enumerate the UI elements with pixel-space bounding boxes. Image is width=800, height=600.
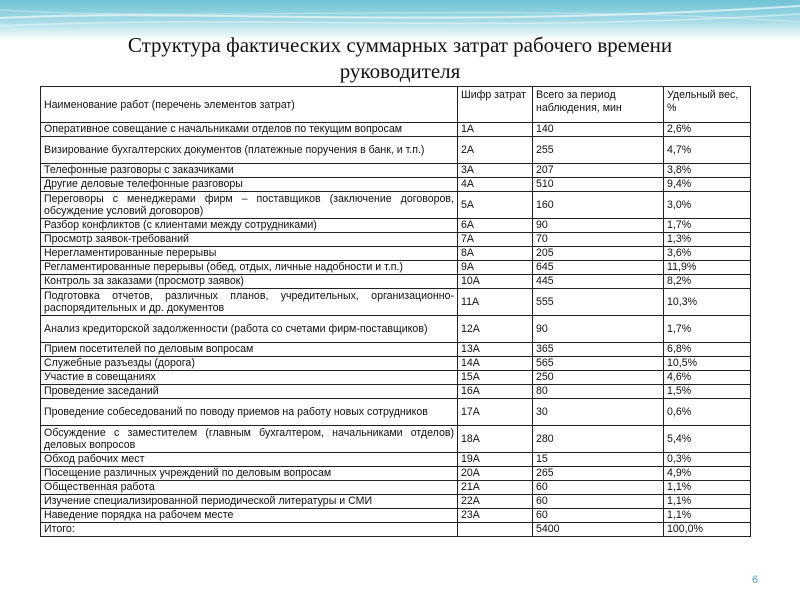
- table-row: [41, 316, 751, 343]
- table-row: [41, 219, 751, 233]
- title-line-1: Структура фактических суммарных затрат рабочего времени: [127, 33, 673, 57]
- table-row: [41, 137, 751, 164]
- cell-share: 10,5%: [664, 357, 751, 371]
- table-row: [41, 261, 751, 275]
- cell-name: Оперативное совещание с начальниками отделов по текущим вопросам: [41, 123, 458, 137]
- cell-minutes: 60: [533, 495, 664, 509]
- cell-name: Общественная работа: [41, 481, 458, 495]
- cell-share: 11,9%: [664, 261, 751, 275]
- cell-total-label: Итого:: [41, 523, 458, 537]
- cell-share: 10,3%: [664, 289, 751, 316]
- cell-share: 1,1%: [664, 481, 751, 495]
- cell-minutes: 90: [533, 219, 664, 233]
- cell-minutes: 250: [533, 371, 664, 385]
- cell-share: 4,9%: [664, 467, 751, 481]
- cell-share: 2,6%: [664, 123, 751, 137]
- table-row: [41, 357, 751, 371]
- cell-minutes: 205: [533, 247, 664, 261]
- cell-code: 18А: [458, 426, 533, 453]
- table-row: [41, 467, 751, 481]
- cell-code: 20А: [458, 467, 533, 481]
- cell-name: Изучение специализированной периодической литературы и СМИ: [41, 495, 458, 509]
- cell-code: 9А: [458, 261, 533, 275]
- cell-code: 16А: [458, 385, 533, 399]
- cell-code: 12А: [458, 316, 533, 343]
- cell-name: Посещение различных учреждений по деловым вопросам: [41, 467, 458, 481]
- cell-share: 1,1%: [664, 495, 751, 509]
- cell-code: 5А: [458, 192, 533, 219]
- cell-code: 7А: [458, 233, 533, 247]
- cell-name: Подготовка отчетов, различных планов, учредительных, организационно-распорядительных и др. документов: [41, 289, 458, 316]
- table-row: [41, 123, 751, 137]
- cell-code: 15А: [458, 371, 533, 385]
- cell-minutes: 60: [533, 481, 664, 495]
- cell-code: 23А: [458, 509, 533, 523]
- cell-code: 2А: [458, 137, 533, 164]
- cell-name: Служебные разъезды (дорога): [41, 357, 458, 371]
- cell-minutes: 160: [533, 192, 664, 219]
- column-header-code: Шифр затрат: [458, 87, 533, 123]
- cell-minutes: 15: [533, 453, 664, 467]
- table-total-row: [41, 523, 751, 537]
- cell-name: Проведение заседаний: [41, 385, 458, 399]
- cell-name: Регламентированные перерывы (обед, отдых, личные надобности и т.п.): [41, 261, 458, 275]
- cell-minutes: 365: [533, 343, 664, 357]
- cell-share: 1,3%: [664, 233, 751, 247]
- cell-name: Телефонные разговоры с заказчиками: [41, 164, 458, 178]
- cell-name: Переговоры с менеджерами фирм – поставщиков (заключение договоров, обсуждение условий договоров): [41, 192, 458, 219]
- cell-name: Просмотр заявок-требований: [41, 233, 458, 247]
- cell-share: 1,5%: [664, 385, 751, 399]
- cell-minutes: 30: [533, 399, 664, 426]
- cell-code: 8А: [458, 247, 533, 261]
- cell-minutes: 565: [533, 357, 664, 371]
- cell-share: 3,8%: [664, 164, 751, 178]
- cell-minutes: 207: [533, 164, 664, 178]
- cell-minutes: 645: [533, 261, 664, 275]
- table-row: [41, 343, 751, 357]
- cell-code: 13А: [458, 343, 533, 357]
- cell-share: 6,8%: [664, 343, 751, 357]
- cell-code: 14А: [458, 357, 533, 371]
- cell-minutes: 255: [533, 137, 664, 164]
- cell-minutes: 555: [533, 289, 664, 316]
- cell-total-share: 100,0%: [664, 523, 751, 537]
- cell-share: 1,7%: [664, 316, 751, 343]
- cell-minutes: 70: [533, 233, 664, 247]
- table-row: [41, 481, 751, 495]
- cell-code: 1А: [458, 123, 533, 137]
- cell-name: Участие в совещаниях: [41, 371, 458, 385]
- cell-name: Контроль за заказами (просмотр заявок): [41, 275, 458, 289]
- table-header-row: [41, 87, 751, 123]
- cell-minutes: 265: [533, 467, 664, 481]
- cell-minutes: 140: [533, 123, 664, 137]
- cell-share: 5,4%: [664, 426, 751, 453]
- table-row: [41, 289, 751, 316]
- cell-share: 4,7%: [664, 137, 751, 164]
- cell-name: Нерегламентированные перерывы: [41, 247, 458, 261]
- page-title: [60, 32, 740, 84]
- cell-name: Наведение порядка на рабочем месте: [41, 509, 458, 523]
- table-row: [41, 509, 751, 523]
- cell-minutes: 280: [533, 426, 664, 453]
- table-row: [41, 426, 751, 453]
- table-row: [41, 371, 751, 385]
- title-line-2: руководителя: [339, 59, 461, 83]
- cell-code: 11А: [458, 289, 533, 316]
- table-row: [41, 399, 751, 426]
- cell-share: 3,0%: [664, 192, 751, 219]
- cell-share: 3,6%: [664, 247, 751, 261]
- cell-total-minutes: 5400: [533, 523, 664, 537]
- cell-name: Разбор конфликтов (с клиентами между сотрудниками): [41, 219, 458, 233]
- table-row: [41, 495, 751, 509]
- cell-code: 3А: [458, 164, 533, 178]
- cell-share: 0,6%: [664, 399, 751, 426]
- cell-name: Обход рабочих мест: [41, 453, 458, 467]
- cell-minutes: 60: [533, 509, 664, 523]
- cell-share: 1,1%: [664, 509, 751, 523]
- table-row: [41, 247, 751, 261]
- cell-code: 4А: [458, 178, 533, 192]
- time-cost-table: [40, 86, 751, 537]
- table-row: [41, 275, 751, 289]
- cell-name: Проведение собеседований по поводу приемов на работу новых сотрудников: [41, 399, 458, 426]
- cell-minutes: 445: [533, 275, 664, 289]
- cell-minutes: 90: [533, 316, 664, 343]
- cell-code: 19А: [458, 453, 533, 467]
- cell-code: [458, 523, 533, 537]
- cell-code: 21А: [458, 481, 533, 495]
- cell-share: 8,2%: [664, 275, 751, 289]
- column-header-minutes: Всего за период наблюдения, мин: [533, 87, 664, 123]
- cell-code: 17А: [458, 399, 533, 426]
- cell-name: Обсуждение с заместителем (главным бухгалтером, начальниками отделов) деловых вопросов: [41, 426, 458, 453]
- cell-share: 1,7%: [664, 219, 751, 233]
- table-row: [41, 453, 751, 467]
- cell-share: 0,3%: [664, 453, 751, 467]
- cell-name: Визирование бухгалтерских документов (платежные поручения в банк, и т.п.): [41, 137, 458, 164]
- table-row: [41, 233, 751, 247]
- cell-share: 4,6%: [664, 371, 751, 385]
- cell-code: 22А: [458, 495, 533, 509]
- table-row: [41, 164, 751, 178]
- cell-name: Другие деловые телефонные разговоры: [41, 178, 458, 192]
- cell-minutes: 80: [533, 385, 664, 399]
- cell-share: 9,4%: [664, 178, 751, 192]
- cell-name: Прием посетителей по деловым вопросам: [41, 343, 458, 357]
- cell-code: 6А: [458, 219, 533, 233]
- table-row: [41, 178, 751, 192]
- cell-code: 10А: [458, 275, 533, 289]
- slide-number: 6: [752, 574, 759, 586]
- table-row: [41, 385, 751, 399]
- column-header-name: Наименование работ (перечень элементов затрат): [41, 87, 458, 123]
- column-header-share: Удельный вес, %: [664, 87, 751, 123]
- table-row: [41, 192, 751, 219]
- cell-name: Анализ кредиторской задолженности (работа со счетами фирм-поставщиков): [41, 316, 458, 343]
- cell-minutes: 510: [533, 178, 664, 192]
